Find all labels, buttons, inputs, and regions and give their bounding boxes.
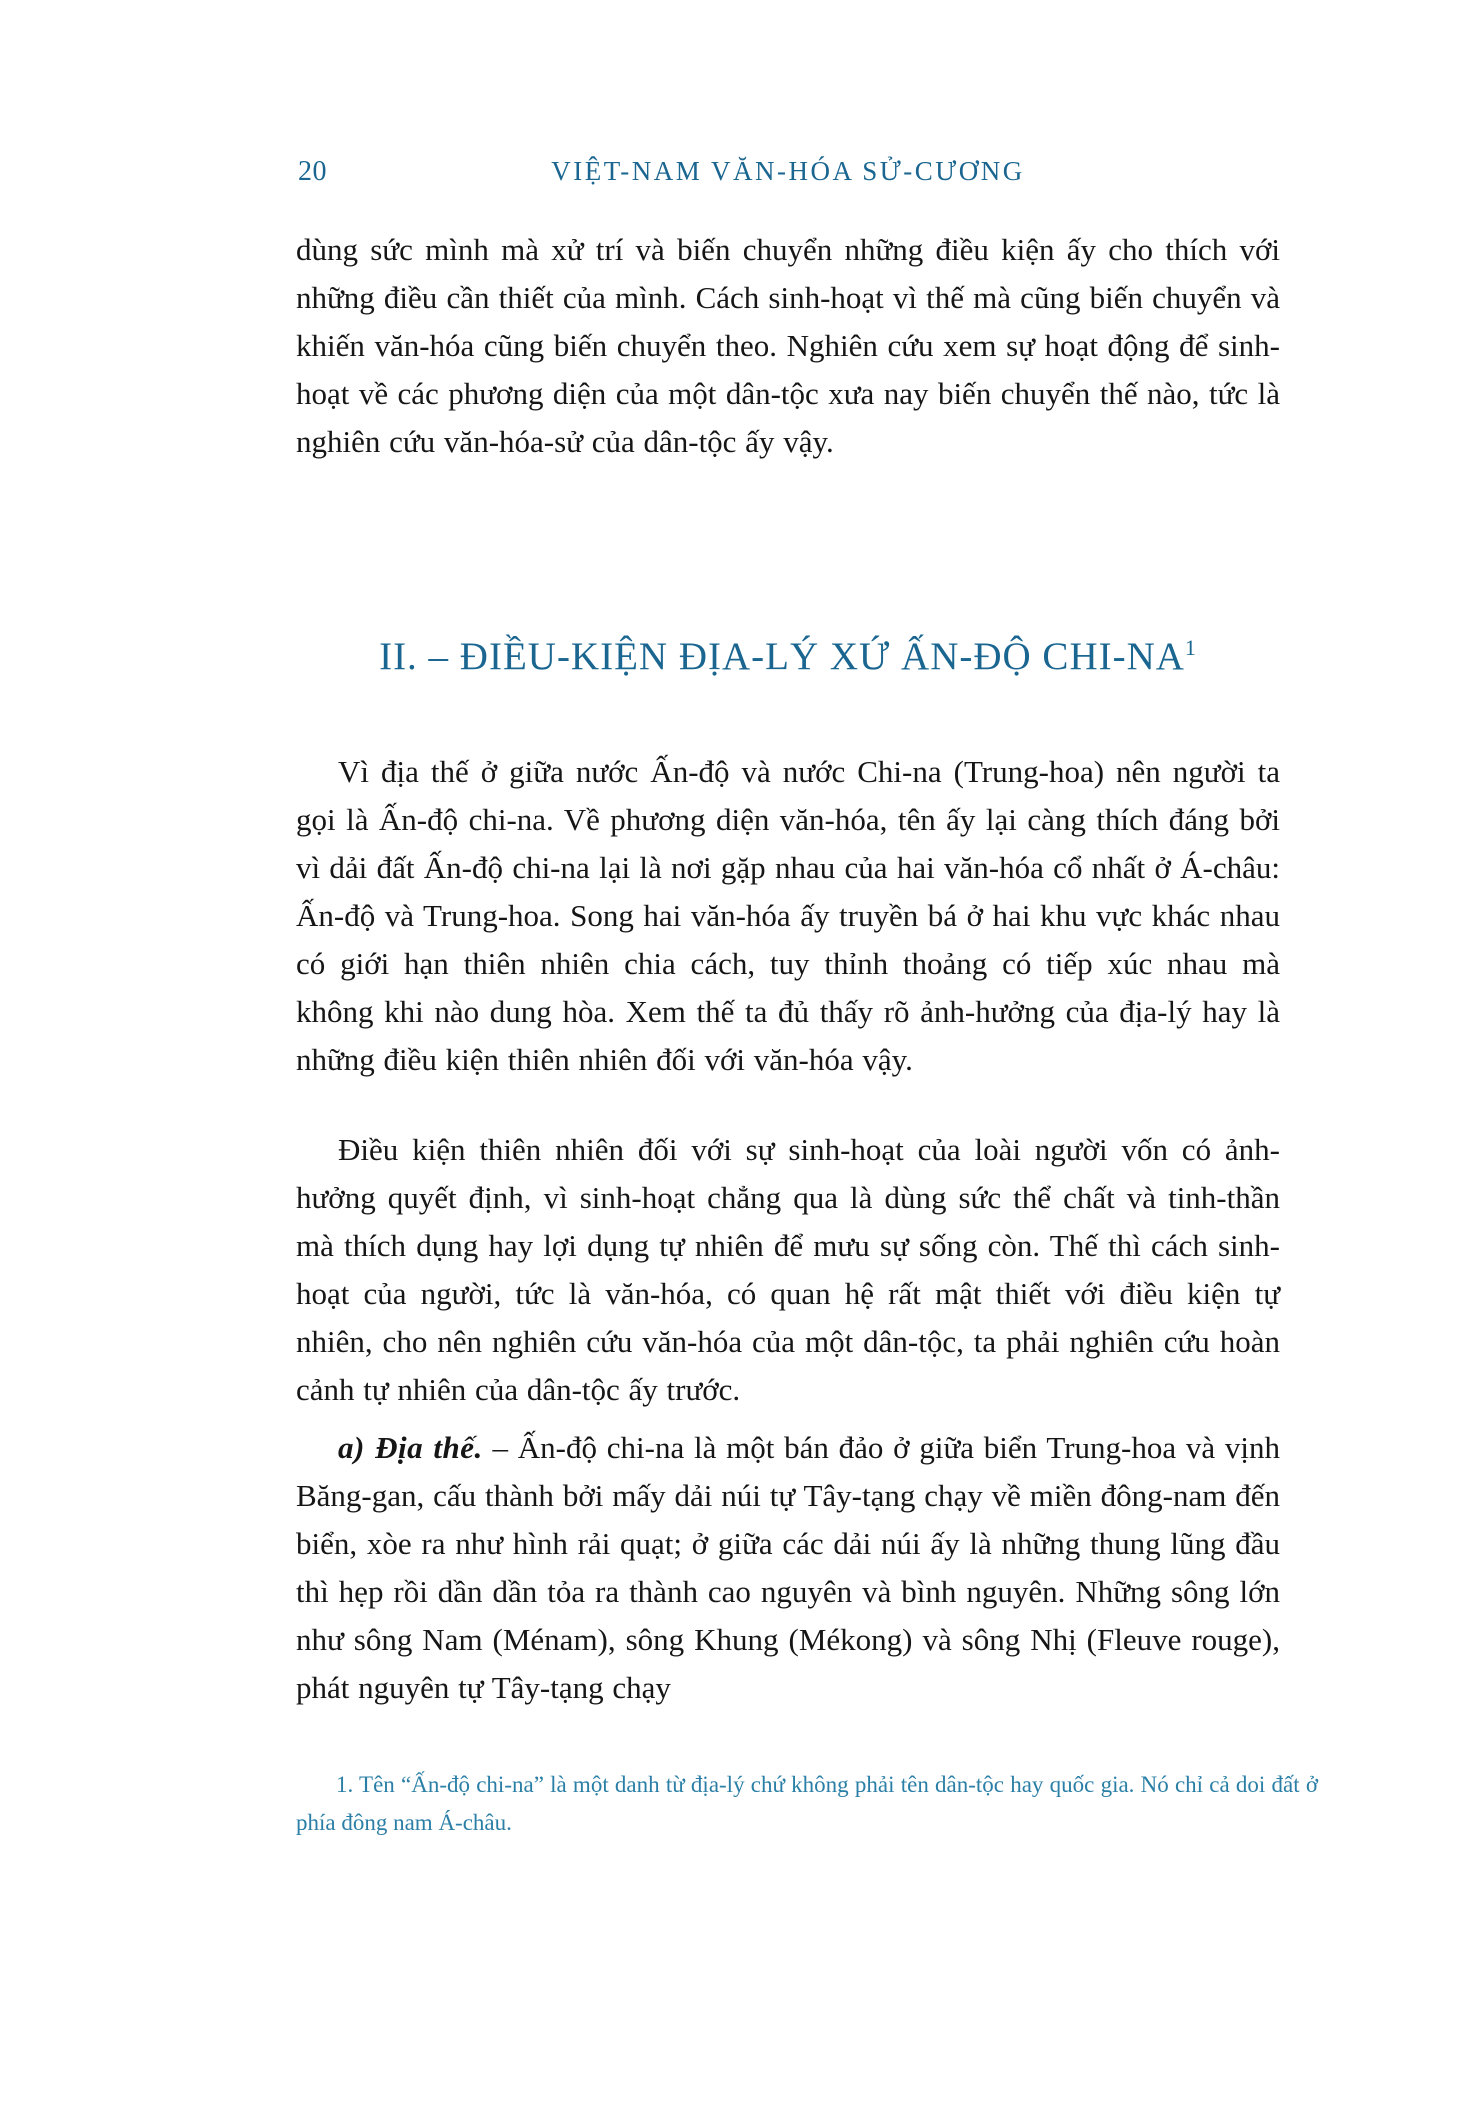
page-number: 20 (298, 156, 327, 187)
paragraph-geography-intro: Vì địa thế ở giữa nước Ấn-độ và nước Chi-na (Trung-hoa) nên người ta gọi là Ấn-độ chi-na. Về phương diện văn-hóa, tên ấy lại càng thích đáng bởi vì dải đất Ấn-độ chi-na lại là nơi gặp nhau của hai văn-hóa cổ nhất ở Á-châu: Ấn-độ và Trung-hoa. Song hai văn-hóa ấy truyền bá ở hai khu vực khác nhau có giới hạn thiên nhiên chia cách, tuy thỉnh thoảng có tiếp xúc nhau mà không khi nào dung hòa. Xem thế ta đủ thấy rõ ảnh-hưởng của địa-lý hay là những điều kiện thiên nhiên đối với văn-hóa vậy. (296, 754, 1280, 1077)
paragraph-continuation: dùng sức mình mà xử trí và biến chuyển những điều kiện ấy cho thích với những điều cần thiết của mình. Cách sinh-hoạt vì thế mà cũng biến chuyển và khiến văn-hóa cũng biến chuyển theo. Nghiên cứu xem sự hoạt động để sinh-hoạt về các phương diện của một dân-tộc xưa nay biến chuyển thế nào, tức là nghiên cứu văn-hóa-sử của dân-tộc ấy vậy. (296, 232, 1280, 459)
paragraph-lead-label: a) Địa thế. (338, 1430, 483, 1465)
footnote-reference: 1 (1184, 635, 1197, 660)
section-heading-text: II. – ĐIỀU-KIỆN ĐỊA-LÝ XỨ ẤN-ĐỘ CHI-NA (379, 635, 1185, 678)
footnote: 1. Tên “Ấn-độ chi-na” là một danh từ địa-lý chứ không phải tên dân-tộc hay quốc gia. Nó chỉ cả doi đất ở phía đông nam Á-châu. (296, 1772, 1318, 1835)
section-heading (296, 634, 1280, 679)
running-title: VIỆT-NAM VĂN-HÓA SỬ-CƯƠNG (551, 156, 1025, 186)
paragraph-lead-separator: – (482, 1430, 518, 1465)
paragraph-terrain (296, 1424, 1280, 1712)
paragraph-natural-conditions: Điều kiện thiên nhiên đối với sự sinh-hoạt của loài người vốn có ảnh-hưởng quyết định, vì sinh-hoạt chẳng qua là dùng sức thể chất và tinh-thần mà thích dụng hay lợi dụng tự nhiên để mưu sự sống còn. Thế thì cách sinh-hoạt của người, tức là văn-hóa, có quan hệ rất mật thiết với điều kiện tự nhiên, cho nên nghiên cứu văn-hóa của một dân-tộc, ta phải nghiên cứu hoàn cảnh tự nhiên của dân-tộc ấy trước. (296, 1132, 1280, 1407)
paragraph-terrain-text: Ấn-độ chi-na là một bán đảo ở giữa biển Trung-hoa và vịnh Băng-gan, cấu thành bởi mấy dải núi tự Tây-tạng chạy về miền đông-nam đến biển, xòe ra như hình rải quạt; ở giữa các dải núi ấy là những thung lũng đầu thì hẹp rồi dần dần tỏa ra thành cao nguyên và bình nguyên. Những sông lớn như sông Nam (Ménam), sông Khung (Mékong) và sông Nhị (Fleuve rouge), phát nguyên tự Tây-tạng chạy (296, 1430, 1281, 1705)
page-header (296, 156, 1280, 190)
